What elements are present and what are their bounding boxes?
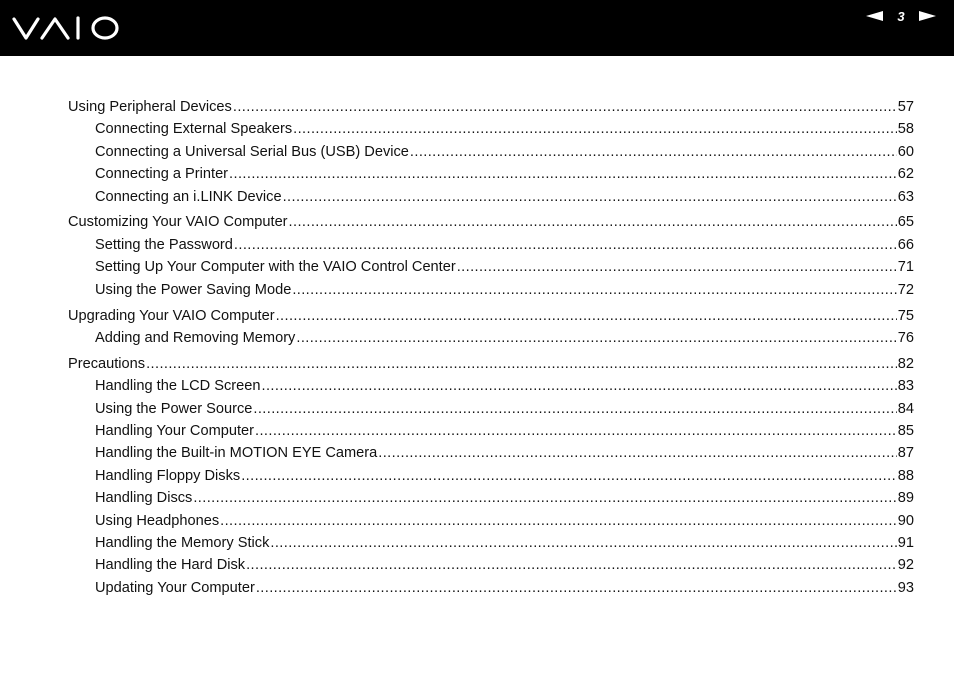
dot-leader — [220, 510, 897, 532]
toc-entry-title: Handling the Built-in MOTION EYE Camera — [95, 445, 378, 462]
vaio-logo — [12, 14, 122, 42]
toc-entry-title: Connecting a Printer — [95, 166, 229, 183]
toc-entry-title: Handling the Hard Disk — [95, 557, 246, 574]
toc-entry[interactable] — [68, 532, 914, 554]
toc-entry[interactable] — [68, 554, 914, 576]
toc-entry-title: Handling the LCD Screen — [95, 378, 261, 395]
toc-entry[interactable] — [68, 353, 914, 375]
toc-entry-page: 76 — [897, 329, 914, 346]
toc-entry-page: 85 — [897, 422, 914, 439]
next-page-arrow-icon[interactable] — [919, 11, 936, 21]
toc-entry-title: Setting the Password — [95, 236, 233, 253]
dot-leader — [410, 141, 897, 163]
dot-leader — [289, 211, 897, 233]
toc-entry-title: Connecting External Speakers — [95, 121, 293, 138]
toc-entry-page: 75 — [897, 307, 914, 324]
toc-entry-page: 82 — [897, 355, 914, 372]
toc-entry-page: 72 — [897, 281, 914, 298]
toc-entry-page: 63 — [897, 188, 914, 205]
toc-entry[interactable] — [68, 96, 914, 118]
dot-leader — [292, 279, 896, 301]
toc-entry[interactable] — [68, 305, 914, 327]
table-of-contents — [68, 96, 914, 599]
toc-entry[interactable] — [68, 163, 914, 185]
toc-entry-title: Precautions — [68, 355, 146, 372]
toc-entry-page: 92 — [897, 557, 914, 574]
toc-entry[interactable] — [68, 577, 914, 599]
toc-entry-page: 57 — [897, 99, 914, 115]
toc-entry[interactable] — [68, 141, 914, 163]
toc-entry[interactable] — [68, 442, 914, 464]
toc-entry-page: 87 — [897, 445, 914, 462]
dot-leader — [276, 305, 897, 327]
toc-entry-page: 90 — [897, 512, 914, 529]
previous-page-arrow-icon[interactable] — [866, 11, 883, 21]
dot-leader — [229, 163, 897, 185]
dot-leader — [241, 465, 897, 487]
toc-entry[interactable] — [68, 279, 914, 301]
toc-entry[interactable] — [68, 211, 914, 233]
toc-entry-page: 88 — [897, 467, 914, 484]
page-navigation — [866, 8, 936, 24]
toc-entry[interactable] — [68, 375, 914, 397]
toc-entry-page: 84 — [897, 400, 914, 417]
toc-entry-page: 71 — [897, 259, 914, 276]
toc-entry-page: 62 — [897, 166, 914, 183]
toc-entry-page: 83 — [897, 378, 914, 395]
toc-entry-title: Setting Up Your Computer with the VAIO Control Center — [95, 259, 456, 276]
toc-entry-page: 66 — [897, 236, 914, 253]
toc-entry[interactable] — [68, 487, 914, 509]
page-number: 3 — [897, 8, 905, 24]
dot-leader — [296, 327, 896, 349]
dot-leader — [293, 118, 897, 140]
dot-leader — [256, 577, 897, 599]
dot-leader — [255, 420, 897, 442]
toc-entry[interactable] — [68, 465, 914, 487]
toc-entry-title: Customizing Your VAIO Computer — [68, 214, 288, 231]
toc-entry[interactable] — [68, 186, 914, 208]
toc-entry-title: Handling the Memory Stick — [95, 534, 270, 551]
toc-entry-title: Handling Floppy Disks — [95, 467, 241, 484]
toc-entry[interactable] — [68, 118, 914, 140]
toc-entry[interactable] — [68, 398, 914, 420]
toc-entry[interactable] — [68, 327, 914, 349]
page-header — [0, 0, 954, 56]
toc-entry-page: 91 — [897, 534, 914, 551]
dot-leader — [262, 375, 897, 397]
toc-entry-page: 58 — [897, 121, 914, 138]
toc-entry-title: Adding and Removing Memory — [95, 329, 296, 346]
dot-leader — [378, 442, 897, 464]
dot-leader — [233, 96, 897, 118]
toc-entry-title: Updating Your Computer — [95, 579, 255, 596]
toc-entry-title: Handling Discs — [95, 490, 193, 507]
toc-entry-title: Upgrading Your VAIO Computer — [68, 307, 275, 324]
toc-entry-title: Using Peripheral Devices — [68, 99, 232, 115]
toc-entry[interactable] — [68, 420, 914, 442]
toc-entry-title: Using Headphones — [95, 512, 220, 529]
toc-entry-title: Handling Your Computer — [95, 422, 255, 439]
dot-leader — [193, 487, 896, 509]
dot-leader — [457, 256, 897, 278]
toc-entry[interactable] — [68, 256, 914, 278]
toc-entry-title: Using the Power Source — [95, 400, 253, 417]
dot-leader — [246, 554, 897, 576]
dot-leader — [253, 398, 896, 420]
toc-entry-page: 65 — [897, 214, 914, 231]
dot-leader — [283, 186, 897, 208]
toc-entry-title: Connecting an i.LINK Device — [95, 188, 282, 205]
dot-leader — [234, 234, 897, 256]
toc-entry-page: 93 — [897, 579, 914, 596]
toc-entry-title: Using the Power Saving Mode — [95, 281, 292, 298]
dot-leader — [270, 532, 896, 554]
toc-entry[interactable] — [68, 510, 914, 532]
toc-entry-page: 89 — [897, 490, 914, 507]
dot-leader — [146, 353, 897, 375]
toc-entry-title: Connecting a Universal Serial Bus (USB) Device — [95, 143, 409, 160]
toc-entry[interactable] — [68, 234, 914, 256]
toc-entry-page: 60 — [897, 143, 914, 160]
